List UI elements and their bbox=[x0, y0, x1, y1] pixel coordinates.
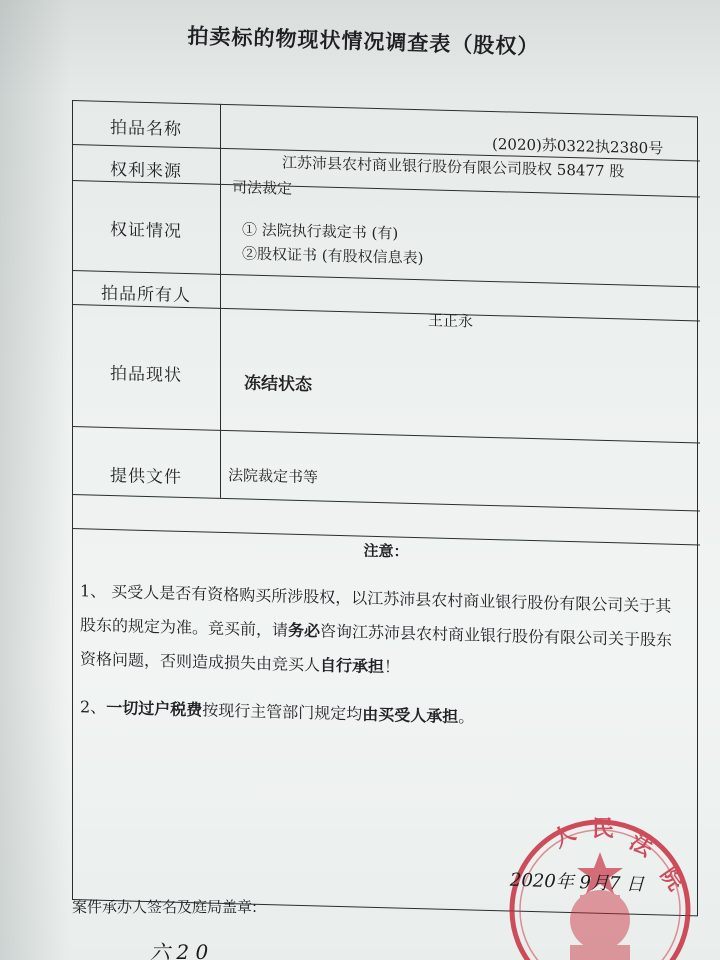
notes-title: 注意： bbox=[363, 541, 409, 561]
notes-item-2-emphasis-2: 由买受人承担 bbox=[362, 704, 459, 727]
row-value-equity: 江苏沛县农村商业银行股份有限公司股权 58477 股 bbox=[282, 153, 625, 181]
notes-item-1-text-2: 咨询江苏沛县农村商业银行股份有限公司关于股东资格问题，否则造成损失由竞买人 bbox=[80, 621, 673, 675]
handwritten-signature: 六 2 0 bbox=[150, 940, 209, 960]
row-value-certificate-2: ②股权证书 (有股权信息表) bbox=[242, 244, 424, 268]
notes-item-1-text: 1、 买受人是否有资格购买所涉股权，以江苏沛县农村商业银行股份有限公司关于其股东的规定为准。竞买前，请 bbox=[80, 581, 672, 640]
notes-item-1-emphasis-2: 自行承担 bbox=[320, 655, 385, 677]
row-label-certificate: 权证情况 bbox=[110, 219, 182, 242]
row-label-item-name: 拍品名称 bbox=[110, 117, 182, 140]
row-value-owner: 王正永 bbox=[428, 311, 474, 331]
row-value-certificate-1: ① 法院执行裁定书 (有) bbox=[242, 220, 399, 243]
handwritten-date: 2020年 9月7 日 bbox=[509, 869, 645, 896]
notes-item-1-end: ！ bbox=[384, 657, 401, 677]
notes-item-1-emphasis: 务必 bbox=[288, 620, 321, 641]
column-divider bbox=[220, 104, 221, 498]
notes-item-2-emphasis: 一切过户税费 bbox=[106, 697, 203, 720]
svg-text:法: 法 bbox=[625, 829, 657, 863]
svg-text:人: 人 bbox=[548, 820, 581, 854]
row-value-right-source: 司法裁定 bbox=[232, 178, 293, 198]
row-value-documents: 法院裁定书等 bbox=[228, 466, 319, 487]
svg-text:院: 院 bbox=[655, 863, 689, 896]
notes-item-2-end: 。 bbox=[458, 707, 475, 727]
page-shadow bbox=[0, 0, 70, 960]
notes-item-1 bbox=[80, 574, 680, 692]
svg-text:民: 民 bbox=[592, 817, 615, 842]
row-label-status: 拍品现状 bbox=[110, 363, 182, 386]
notes-item-2-number: 2、 bbox=[80, 697, 107, 717]
document-title: 拍卖标的物现状情况调查表（股权） bbox=[187, 23, 540, 60]
row-value-status: 冻结状态 bbox=[244, 373, 312, 396]
row-label-owner: 拍品所有人 bbox=[101, 283, 191, 307]
row-label-documents: 提供文件 bbox=[110, 465, 182, 488]
row-label-right-source: 权利来源 bbox=[110, 159, 182, 182]
survey-table bbox=[72, 100, 700, 916]
signature-label: 案件承办人签名及庭局盖章: bbox=[72, 898, 258, 916]
row-value-item-name: (2020)苏0322执2380号 bbox=[492, 134, 664, 158]
notes-item-2-text: 按现行主管部门规定均 bbox=[202, 700, 363, 724]
